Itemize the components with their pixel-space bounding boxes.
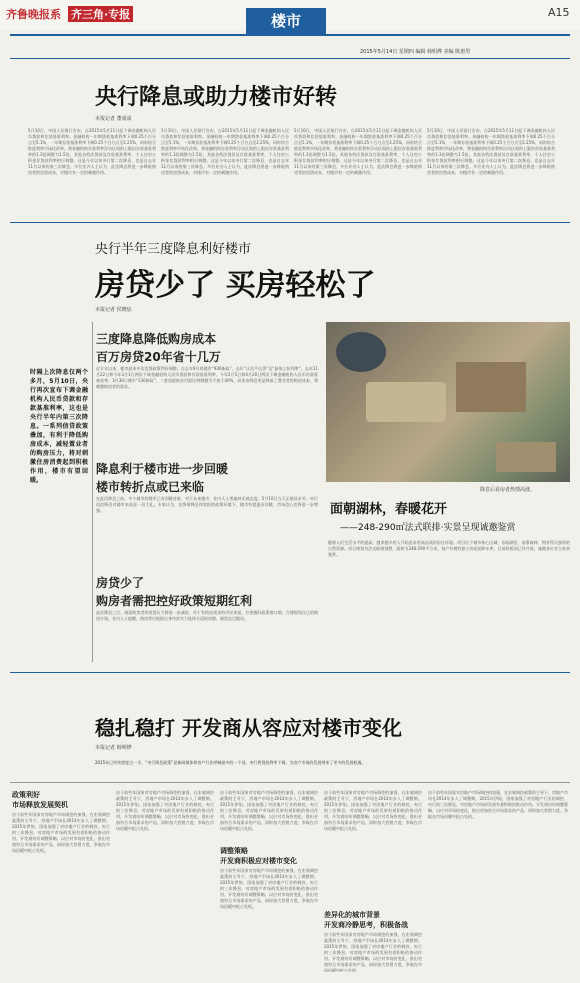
article4-body-col3a: 由于前些年国家对房地产市场调控的加强，在宏观调控政策的主导下，房地产市场在2014年步入了调整期。2015年伊始，国家加强了对房地产行业的调控，央行的三次降息，对房地产市场的发展有着积极的推动作用。开发商纷纷调整策略，以应对市场的变化，推出更加符合市场需求的产品，同时加大营销力度，争取在市场回暖中抢占先机。 [220,790,318,831]
photo-house-viewers [326,322,570,482]
dateline: 2015年5月14日 星期四 编辑 韩明烨 美编 陈惠男 [360,49,471,55]
article4-body-col4b: 由于前些年国家对房地产市场调控的加强，在宏观调控政策的主导下，房地产市场在2014年步入了调整期。2015年伊始，国家加强了对房地产行业的调控，央行的三次降息，对房地产市场的发展有着积极的推动作用。开发商纷纷调整策略，以应对市场的变化，推出更加符合市场需求的产品，同时加大营销力度，争取在市场回暖中抢占先机。 [324,932,422,972]
article4-body-col5: 由于前些年国家对房地产市场调控的加强，在宏观调控政策的主导下，房地产市场在2014年步入了调整期。2015年伊始，国家加强了对房地产行业的调控，央行的三次降息，对房地产市场的发展有着积极的推动作用。开发商纷纷调整策略，以应对市场的变化，推出更加符合市场需求的产品，同时加大营销力度，争取在市场回暖中抢占先机。 [428,790,568,819]
article2-sidebar: 时隔上次降息仅两个多月，5月10日，央行再次宣布下调金融机构人民币贷款和存款基准利率，这也是央行半年内第三次降息。一系列信贷政策叠加，有利于降低购房成本，减轻置业者的购房压力，将对刺激住房消费起到积极作用，楼市有望回暖。 [30,369,88,484]
article4-body-col4a: 由于前些年国家对房地产市场调控的加强，在宏观调控政策的主导下，房地产市场在2014年步入了调整期。2015年伊始，国家加强了对房地产行业的调控，央行的三次降息，对房地产市场的发展有着积极的推动作用。开发商纷纷调整策略，以应对市场的变化，推出更加符合市场需求的产品，同时加大营销力度，争取在市场回暖中抢占先机。 [324,790,422,831]
article1-body-col2: 5月10日，中国人民银行宣布，自2015年5月11日起下调金融机构人民币贷款和存款基准利率。金融机构一年期贷款基准利率下调0.25个百分点至5.1%，一年期存款基准利率下调0.25个百分点至2.25%，同时结合推进利率市场化改革，将金融机构存款利率浮动区间的上限由存款基准利率的1.3倍调整为1.5倍。其他各档次贷款及存款基准利率，个人住房公积金存贷款利率相应调整。这是今年以来央行第二次降息，也是自去年11月以来的第三次降息。多位业内人士认为，此次降息将进一步降低购房者的房贷成本，对楼市有一定的刺激作用。 [161,128,289,175]
article2-title: 房贷少了 买房轻松了 [95,268,376,303]
article2-sub1a: 三度降息降低购房成本 [96,332,217,346]
article3-subtitle: ——248-290㎡法式联排·实景呈现诚邀鉴赏 [340,523,516,533]
article1-body-col1: 5月10日，中国人民银行宣布，自2015年5月11日起下调金融机构人民币贷款和存款基准利率。金融机构一年期贷款基准利率下调0.25个百分点至5.1%，一年期存款基准利率下调0.25个百分点至2.25%，同时结合推进利率市场化改革，将金融机构存款利率浮动区间的上限由存款基准利率的1.3倍调整为1.5倍。其他各档次贷款及存款基准利率，个人住房公积金存贷款利率相应调整。这是今年以来央行第二次降息，也是自去年11月以来的第三次降息。多位业内人士认为，此次降息将进一步降低购房者的房贷成本，对楼市有一定的刺激作用。 [28,128,156,175]
article4-body-col3b: 由于前些年国家对房地产市场调控的加强，在宏观调控政策的主导下，房地产市场在2014年步入了调整期。2015年伊始，国家加强了对房地产行业的调控，央行的三次降息，对房地产市场的发展有着积极的推动作用。开发商纷纷调整策略，以应对市场的变化，推出更加符合市场需求的产品，同时加大营销力度，争取在市场回暖中抢占先机。 [220,868,318,909]
article1-body-col3: 5月10日，中国人民银行宣布，自2015年5月11日起下调金融机构人民币贷款和存款基准利率。金融机构一年期贷款基准利率下调0.25个百分点至5.1%，一年期存款基准利率下调0.25个百分点至2.25%，同时结合推进利率市场化改革，将金融机构存款利率浮动区间的上限由存款基准利率的1.3倍调整为1.5倍。其他各档次贷款及存款基准利率，个人住房公积金存贷款利率相应调整。这是今年以来央行第二次降息，也是自去年11月以来的第三次降息。多位业内人士认为，此次降息将进一步降低购房者的房贷成本，对楼市有一定的刺激作用。 [294,128,422,175]
article2-rule [10,672,570,673]
article2-sub3a: 房贷少了 [96,576,145,590]
page-number: A15 [548,6,570,19]
article4-sub1b: 市场释放发展契机 [12,801,68,809]
article3-body: 随着人们生活水平的提高，越来越多的人开始追求更高品质的居住环境。项目位于城市核心区域，东临湖泊，南靠森林，拥有得天独厚的自然资源。项目规划有法式联排别墅，面积为248-290平方米，每户均拥有独立的花园和车库。目前样板间已经开放，诚邀各位业主前来鉴赏。 [328,540,570,557]
article4-sub2b: 开发商积极应对楼市变化 [220,857,297,865]
article2-kicker: 央行半年三度降息利好楼市 [95,242,252,257]
section-title: 楼市 [246,8,326,34]
article2-sub3b: 购房者需把控好政策短期红利 [96,594,253,608]
article3-title: 面朝湖林，春暖花开 [330,502,448,517]
article1-title: 央行降息或助力楼市好转 [95,85,338,110]
article1-rule [10,222,570,223]
sidebar-divider [92,322,93,662]
article4-sub1a: 政策利好 [12,791,40,799]
header-rule [10,34,570,36]
article4-lead: 2015年已经快要度过一半，“央行降息政策”是新闻媒体和房产行业呼喊最多的一个词。央行将贷款利率下调，为房产市场的发展带来了更多的发展机遇。 [95,760,366,765]
article4-sub3b: 开发商冷静思考，积极备战 [324,921,408,929]
article2-body2: 在此次降息之前，多个城市的楼市已有回暖迹象，对于未来楼市，业内人士普遍持乐观态度。5月10日当天正值母亲节，央行再次降息对楼市来说是一份大礼。专家认为，在降准降息和宽松的政策环境下，楼市有望逐步回暖，市场信心也将进一步增强。 [96,496,318,513]
article4-title: 稳扎稳打 开发商从容应对楼市变化 [95,716,402,740]
article2-sub2a: 降息利于楼市进一步回暖 [96,462,229,476]
article4-body-col2: 由于前些年国家对房地产市场调控的加强，在宏观调控政策的主导下，房地产市场在2014年步入了调整期。2015年伊始，国家加强了对房地产行业的调控，央行的三次降息，对房地产市场的发展有着积极的推动作用。开发商纷纷调整策略，以应对市场的变化，推出更加符合市场需求的产品，同时加大营销力度，争取在市场回暖中抢占先机。 [116,790,214,831]
article2-body1: 近半年以来，楼市迎来多次信贷政策利好调整。自去年9月底楼市“930新政”、去年“认房不认贷”及“最低七折利率”，去年11月22日和今年3月1日两次下调金融机构人民币贷款和存款基准利率，今年2月5日和4月20日两次下调金融机构人民币存款准备金率，3月30日楼市“330新政”，二套房最低首付款比例调整为不低于40%，而本次降息更是降低了置业者的购房成本，将刺激购房者的需求。 [96,366,318,389]
article4-lead-rule [10,782,570,783]
article4-body-col1: 由于前些年国家对房地产市场调控的加强，在宏观调控政策的主导下，房地产市场在2014年步入了调整期。2015年伊始，国家加强了对房地产行业的调控，央行的三次降息，对房地产市场的发展有着积极的推动作用。开发商纷纷调整策略，以应对市场的变化，推出更加符合市场需求的产品，同时加大营销力度，争取在市场回暖中抢占先机。 [12,812,110,853]
article4-sub2a: 调整策略 [220,847,248,855]
newspaper-logo: 齐鲁晚报系 [6,8,61,21]
article2-body3: 此次降息之后，刚需购房者的房贷压力将进一步减轻，对于有购房需求的市民来说，应把握好政策窗口期，合理规划自己的购房计划。业内人士提醒，购房者应根据自身经济实力选择合适的房源，避免盲目跟风。 [96,610,318,621]
dateline-rule [10,58,570,59]
article4-byline: 本报记者 韩明烨 [95,745,132,751]
article4-sub3a: 差异化的城市背景 [324,911,380,919]
article2-sub1b: 百万房贷20年省十几万 [96,350,221,364]
photo-caption: 降息后看房者热情高涨。 [480,487,536,493]
article1-byline: 本报记者 董成成 [95,116,132,122]
article2-byline: 本报记者 侯晓宸 [95,307,132,313]
newspaper-sublogo: 齐三角·专报 [68,6,133,22]
article1-body-col4: 5月10日，中国人民银行宣布，自2015年5月11日起下调金融机构人民币贷款和存款基准利率。金融机构一年期贷款基准利率下调0.25个百分点至5.1%，一年期存款基准利率下调0.25个百分点至2.25%，同时结合推进利率市场化改革，将金融机构存款利率浮动区间的上限由存款基准利率的1.3倍调整为1.5倍。其他各档次贷款及存款基准利率，个人住房公积金存贷款利率相应调整。这是今年以来央行第二次降息，也是自去年11月以来的第三次降息。多位业内人士认为，此次降息将进一步降低购房者的房贷成本，对楼市有一定的刺激作用。 [427,128,555,175]
article2-sub2b: 楼市转折点或已来临 [96,480,205,494]
